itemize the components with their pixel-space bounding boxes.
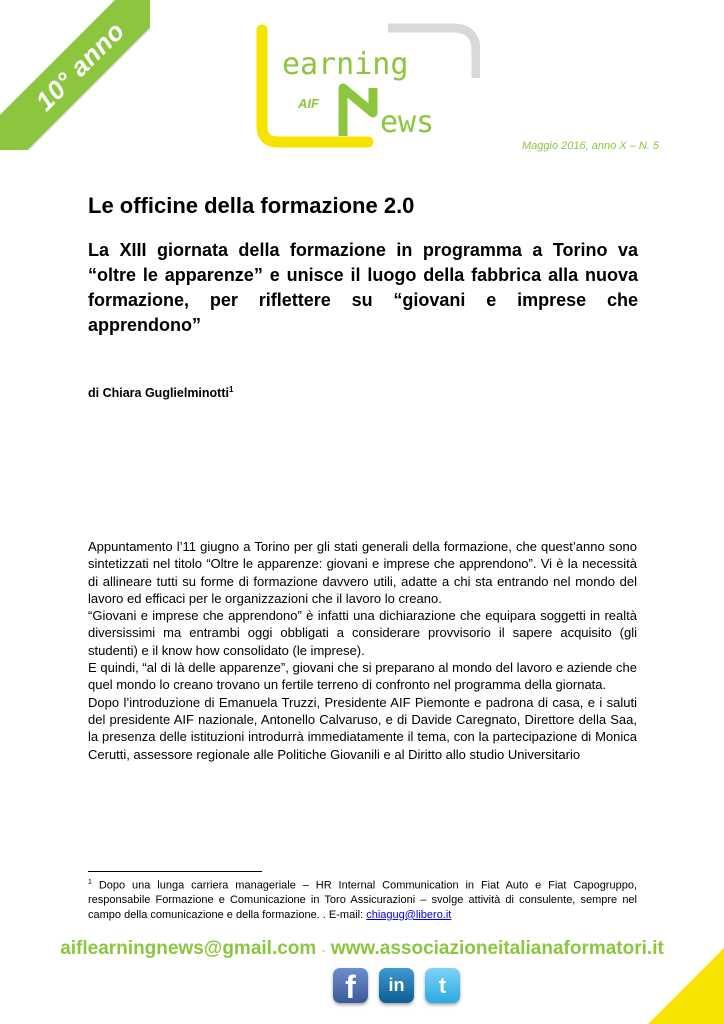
facebook-glyph: f: [345, 969, 356, 1005]
paragraph: Appuntamento l’11 giugno a Torino per gli stati generali della formazione, che quest’anno sono sintetizzati nel titolo “Oltre le apparenze: giovani e imprese che apprendono”. Vi è la necessità di allineare tutti su forme di formazione davvero utili, adatte a chi sta entrando nel mondo del lavoro ed efficaci per le organizzazioni che il lavoro lo creano.: [88, 539, 637, 606]
social-links: [333, 968, 460, 1003]
issue-info: Maggio 2016, anno X – N. 5: [522, 140, 659, 152]
article-body: [88, 538, 637, 763]
logo-word-bottom: ews: [380, 105, 435, 140]
ribbon-text: 10° anno: [29, 15, 131, 117]
corner-decoration: [648, 948, 724, 1024]
author-name: di Chiara Guglielminotti: [88, 386, 229, 401]
footnote-text: Dopo una lunga carriera manageriale – HR Internal Communication in Fiat Auto e Fiat Capogruppo, responsabile Formazione e Comunicazione in Toro Assicurazioni – svolge attività di consulente, sempre nel campo della comunicazione e della formazione. . E-mail:: [88, 879, 637, 921]
logo-word-top: earning: [282, 47, 409, 82]
article-title: Le officine della formazione 2.0: [88, 193, 415, 218]
learning-news-logo: [248, 18, 480, 153]
paragraph: Dopo l’introduzione di Emanuela Truzzi, Presidente AIF Piemonte e padrona di casa, e i saluti del presidente AIF nazionale, Antonello Calvaruso, e di Davide Caregnato, Direttore della Saa, la presenza delle istituzioni introdurrà immediatamente il tema, con la partecipazione di Monica Cerutti, assessore regionale alle Politiche Giovanili e al Diritto allo studio Universitario: [88, 694, 637, 762]
footer-email[interactable]: aiflearningnews@gmail.com: [60, 938, 317, 959]
linkedin-icon[interactable]: [379, 968, 414, 1003]
paragraph: “Giovani e imprese che apprendono” è infatti una dichiarazione che equipara soggetti in realtà diversissimi ma entrambi oggi obbligati a considerare provvisorio il sapere acquisito (gli studenti) e il know how consolidato (le imprese).: [88, 608, 637, 658]
paragraph: E quindi, “al di là delle apparenze”, giovani che si preparano al mondo del lavoro e aziende che quel mondo lo creano trovano un fertile terreno di confronto nel programma della giornata.: [88, 660, 637, 693]
twitter-icon[interactable]: [425, 968, 460, 1003]
footnote: [88, 876, 637, 922]
linkedin-glyph: in: [388, 975, 405, 995]
anniversary-ribbon: [0, 0, 150, 150]
author-footnote-ref[interactable]: 1: [228, 385, 234, 394]
footnote-email-link[interactable]: chiagug@libero.it: [366, 908, 452, 921]
twitter-glyph: t: [438, 972, 447, 998]
footnote-divider: [88, 871, 262, 872]
footer-separator: -: [321, 943, 326, 957]
footer-contacts: [0, 938, 724, 960]
footnote-number: 1: [88, 879, 92, 886]
article-subtitle: La XIII giornata della formazione in programma a Torino va “oltre le apparenze” e unisce il luogo della fabbrica alla nuova formazione, per riflettere su “giovani e imprese che apprendono”: [88, 240, 638, 335]
footer-website[interactable]: www.associazioneitalianaformatori.it: [330, 938, 664, 959]
facebook-icon[interactable]: [333, 968, 368, 1003]
logo-brand: AIF: [298, 96, 319, 111]
author-line: [88, 385, 233, 400]
